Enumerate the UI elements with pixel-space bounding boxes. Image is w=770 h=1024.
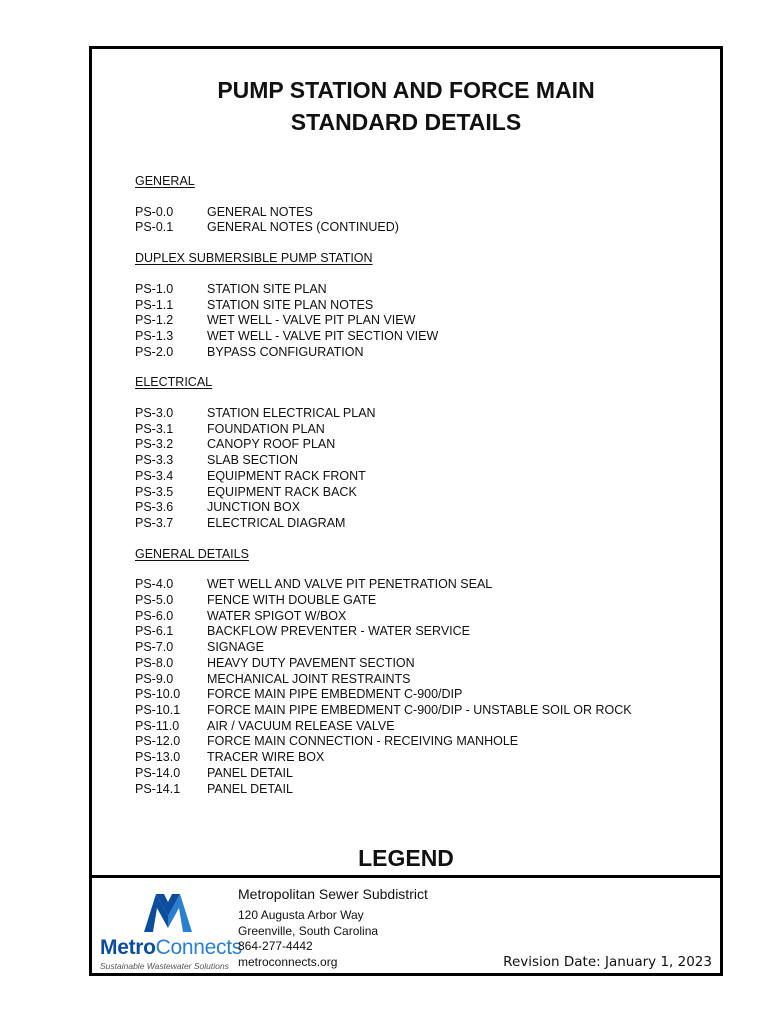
address-line-2: Greenville, South Carolina (238, 923, 379, 938)
index-row (135, 282, 715, 298)
sheet-code: PS-3.1 (135, 421, 174, 436)
index-row (135, 298, 715, 314)
index-row (135, 406, 715, 422)
sheet-description: EQUIPMENT RACK FRONT (207, 468, 366, 483)
sheet-code: PS-1.1 (135, 297, 174, 312)
sheet-description: STATION SITE PLAN (207, 281, 327, 296)
index-row (135, 500, 715, 516)
index-section (135, 547, 715, 798)
sheet-description: GENERAL NOTES (207, 204, 313, 219)
sheet-description: STATION SITE PLAN NOTES (207, 297, 374, 312)
sheet-code: PS-12.0 (135, 734, 181, 749)
sheet-code: PS-14.0 (135, 765, 181, 780)
index-row (135, 220, 715, 236)
sheet-code: PS-0.0 (135, 204, 174, 219)
sheet-code: PS-1.2 (135, 313, 174, 328)
index-section (135, 375, 715, 531)
website-link[interactable]: metroconnects.org (238, 955, 338, 970)
sheet-code: PS-11.0 (135, 718, 180, 733)
sheet-code: PS-10.0 (135, 687, 181, 702)
sheet-code: PS-3.0 (135, 406, 174, 421)
index-row (135, 485, 715, 501)
sheet-description: BYPASS CONFIGURATION (207, 344, 364, 359)
logo-word-connects: Connects (155, 936, 242, 959)
index-row (135, 672, 715, 688)
sheet-description: FORCE MAIN PIPE EMBEDMENT C-900/DIP - UNSTABLE SOIL OR ROCK (207, 702, 632, 717)
drawing-sheet (89, 46, 723, 976)
index-row (135, 437, 715, 453)
logo-wordmark (100, 936, 242, 960)
index-row (135, 687, 715, 703)
sheet-code: PS-4.0 (135, 577, 174, 592)
sheet-code: PS-3.3 (135, 453, 174, 468)
section-heading: GENERAL DETAILS (135, 546, 249, 561)
sheet-description: EQUIPMENT RACK BACK (207, 484, 357, 499)
sheet-code: PS-3.2 (135, 437, 174, 452)
index-section (135, 251, 715, 360)
index-row (135, 205, 715, 221)
page-title (92, 74, 720, 138)
sheet-code: PS-10.1 (135, 702, 181, 717)
logo-tagline: Sustainable Wastewater Solutions (100, 961, 229, 971)
title-line-1: PUMP STATION AND FORCE MAIN (217, 77, 595, 103)
index-row (135, 609, 715, 625)
section-heading: GENERAL (135, 174, 195, 188)
sheet-description: FENCE WITH DOUBLE GATE (207, 593, 377, 608)
sheet-description: WET WELL - VALVE PIT SECTION VIEW (207, 328, 439, 343)
sheet-description: STATION ELECTRICAL PLAN (207, 406, 376, 421)
sheet-description: BACKFLOW PREVENTER - WATER SERVICE (207, 624, 471, 639)
sheet-description: JUNCTION BOX (207, 500, 301, 515)
phone-number: 864-277-4442 (238, 939, 313, 954)
sheet-description: FOUNDATION PLAN (207, 421, 325, 436)
sheet-code: PS-3.6 (135, 500, 174, 515)
title-line-2: STANDARD DETAILS (290, 109, 522, 135)
sheet-code: PS-13.0 (135, 750, 181, 765)
index-row (135, 782, 715, 798)
sheet-description: FORCE MAIN CONNECTION - RECEIVING MANHOLE (207, 734, 519, 749)
sheet-description: GENERAL NOTES (CONTINUED) (207, 220, 399, 235)
sheet-description: CANOPY ROOF PLAN (207, 437, 336, 452)
index-row (135, 734, 715, 750)
sheet-code: PS-3.4 (135, 468, 174, 483)
index-row (135, 516, 715, 532)
sheet-code: PS-1.3 (135, 328, 174, 343)
sheet-code: PS-8.0 (135, 655, 174, 670)
sheet-index (135, 174, 715, 812)
revision-date: Revision Date: January 1, 2023 (503, 954, 712, 970)
index-row (135, 624, 715, 640)
index-row (135, 766, 715, 782)
index-row (135, 345, 715, 361)
sheet-code: PS-14.1 (135, 781, 181, 796)
sheet-description: AIR / VACUUM RELEASE VALVE (207, 718, 395, 733)
sheet-code: PS-5.0 (135, 593, 174, 608)
sheet-description: ELECTRICAL DIAGRAM (207, 515, 346, 530)
sheet-description: WET WELL - VALVE PIT PLAN VIEW (207, 313, 416, 328)
index-row (135, 750, 715, 766)
index-section (135, 174, 715, 236)
index-row (135, 453, 715, 469)
sheet-description: SLAB SECTION (207, 453, 298, 468)
metro-m-logo-icon (142, 888, 194, 934)
index-row (135, 703, 715, 719)
org-info (238, 886, 428, 971)
sheet-description: HEAVY DUTY PAVEMENT SECTION (207, 655, 415, 670)
sheet-description: PANEL DETAIL (207, 781, 293, 796)
index-row (135, 313, 715, 329)
sheet-description: PANEL DETAIL (207, 765, 293, 780)
index-row (135, 469, 715, 485)
sheet-description: WET WELL AND VALVE PIT PENETRATION SEAL (207, 577, 493, 592)
index-row (135, 422, 715, 438)
title-block (92, 875, 720, 973)
index-row (135, 656, 715, 672)
sheet-code: PS-9.0 (135, 671, 174, 686)
sheet-code: PS-3.7 (135, 515, 174, 530)
section-heading: ELECTRICAL (135, 375, 213, 390)
sheet-code: PS-2.0 (135, 344, 174, 359)
index-row (135, 593, 715, 609)
sheet-code: PS-0.1 (135, 220, 174, 235)
sheet-code: PS-1.0 (135, 281, 174, 296)
sheet-code: PS-7.0 (135, 640, 174, 655)
sheet-code: PS-6.0 (135, 608, 174, 623)
sheet-description: TRACER WIRE BOX (207, 750, 325, 765)
legend-heading: LEGEND (358, 845, 454, 871)
index-row (135, 329, 715, 345)
org-name: Metropolitan Sewer Subdistrict (238, 886, 428, 902)
sheet-description: SIGNAGE (207, 640, 264, 655)
sheet-code: PS-6.1 (135, 624, 174, 639)
logo-word-metro: Metro (100, 936, 156, 959)
address-line-1: 120 Augusta Arbor Way (238, 908, 364, 922)
index-row (135, 719, 715, 735)
sheet-code: PS-3.5 (135, 484, 174, 499)
sheet-description: WATER SPIGOT W/BOX (207, 608, 347, 623)
index-row (135, 577, 715, 593)
sheet-description: MECHANICAL JOINT RESTRAINTS (207, 671, 411, 686)
index-row (135, 640, 715, 656)
sheet-description: FORCE MAIN PIPE EMBEDMENT C-900/DIP (207, 687, 463, 702)
metroconnects-logo (98, 888, 243, 974)
section-heading: DUPLEX SUBMERSIBLE PUMP STATION (135, 251, 373, 266)
